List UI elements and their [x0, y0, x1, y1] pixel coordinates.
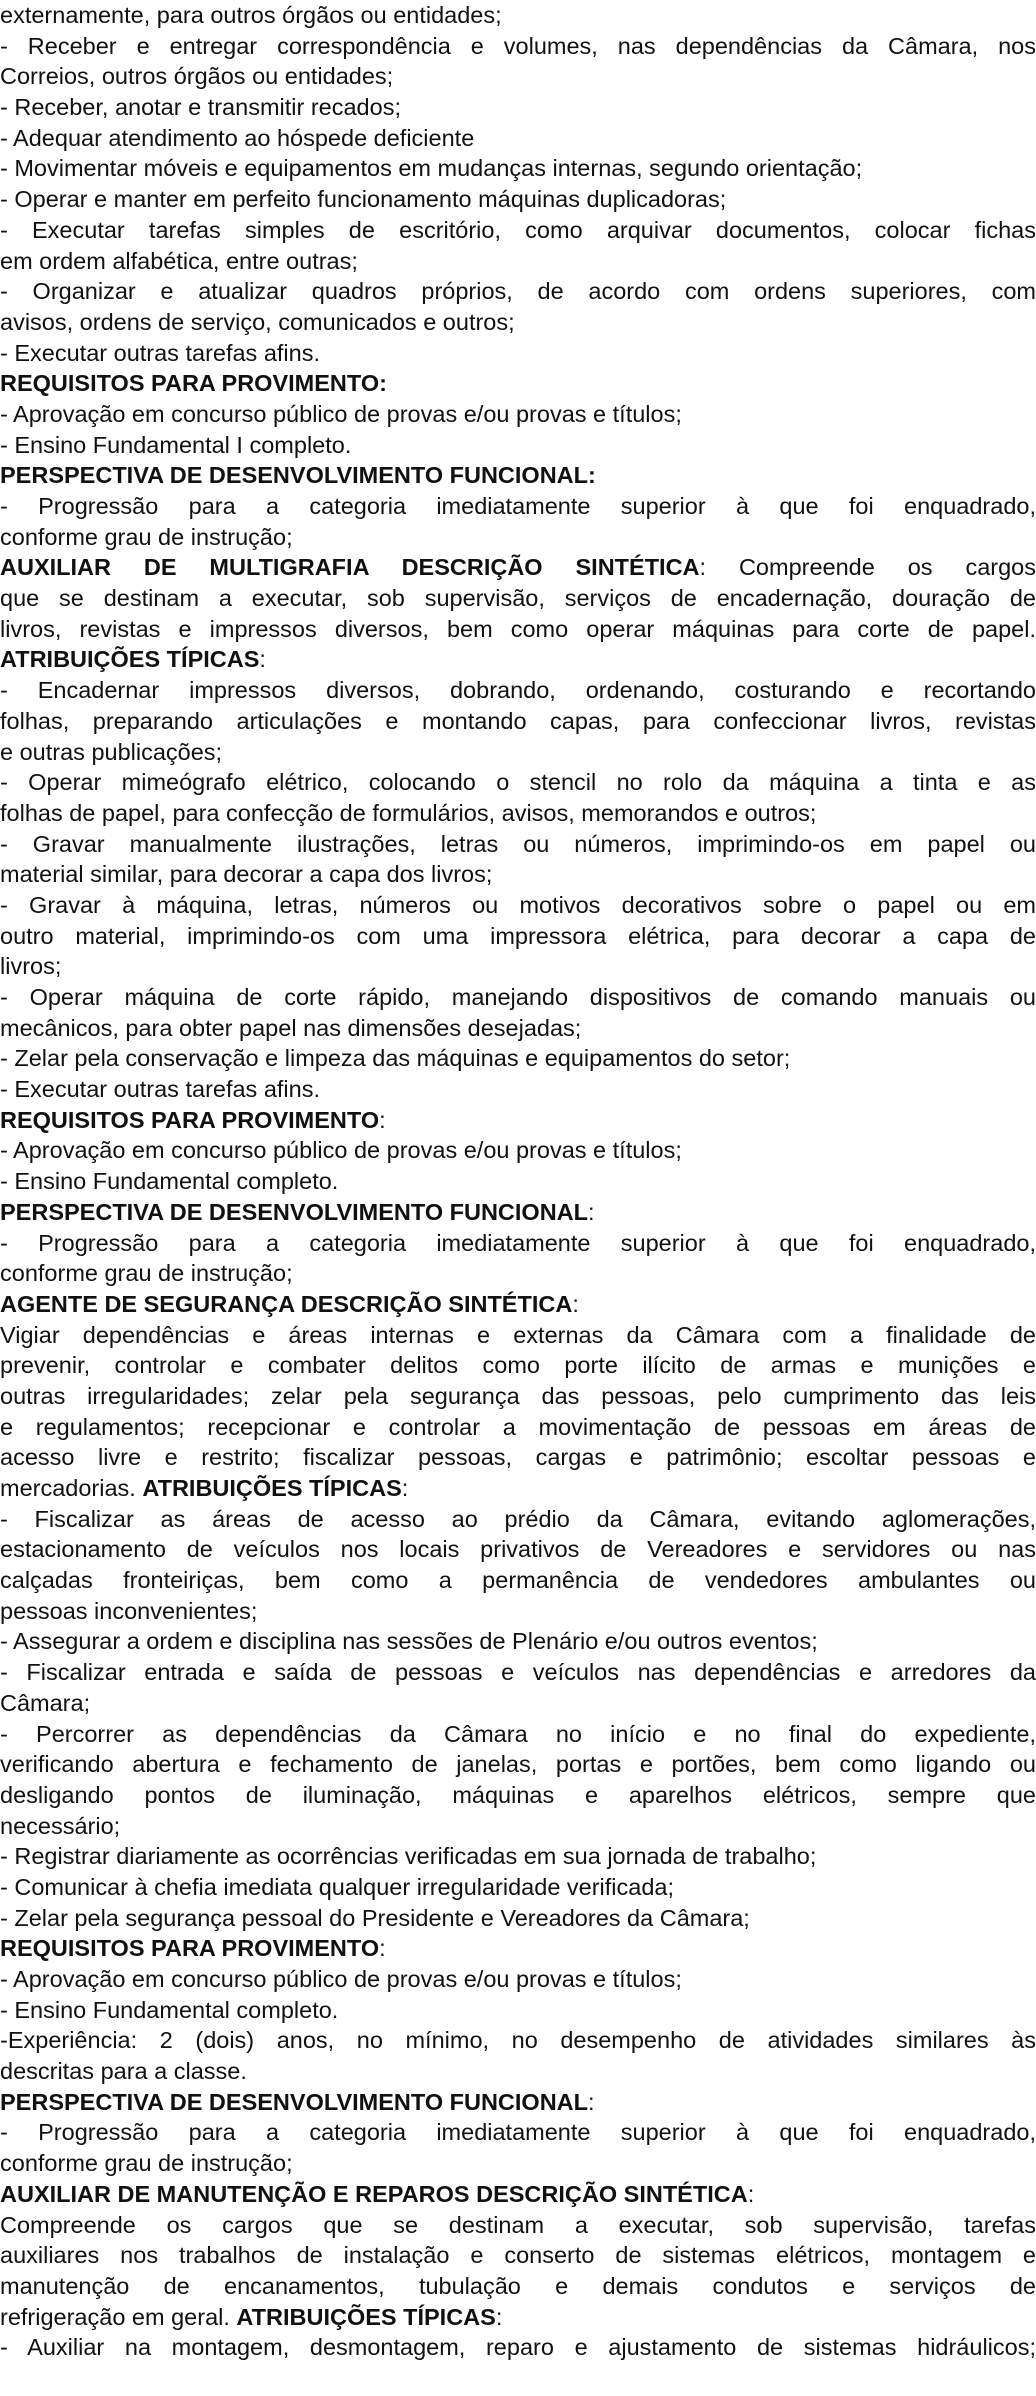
- line-text: outro material, imprimindo-os com uma impressora elétrica, para decorar a capa de: [0, 922, 1036, 949]
- line-text: conforme grau de instrução;: [0, 1260, 293, 1287]
- line-text: conforme grau de instrução;: [0, 2150, 293, 2177]
- section-heading: PERSPECTIVA DE DESENVOLVIMENTO FUNCIONAL: [0, 1198, 588, 1225]
- line-text: refrigeração em geral.: [0, 2303, 237, 2330]
- line-text: : Compreende os cargos: [699, 554, 1036, 581]
- line-text: :: [495, 2303, 503, 2330]
- line-text: - Assegurar a ordem e disciplina nas sessões de Plenário e/ou outros eventos;: [0, 1628, 818, 1655]
- text-line: [0, 460, 1036, 491]
- line-text: :: [379, 1935, 386, 1962]
- section-heading: AGENTE DE SEGURANÇA DESCRIÇÃO SINTÉTICA: [0, 1290, 573, 1317]
- line-text: - Zelar pela segurança pessoal do Presidente e Vereadores da Câmara;: [0, 1904, 750, 1931]
- line-text: Vigiar dependências e áreas internas e externas da Câmara com a finalidade de: [0, 1321, 1036, 1348]
- text-line: [0, 31, 1036, 62]
- line-text: - Registrar diariamente as ocorrências verificadas em sua jornada de trabalho;: [0, 1843, 817, 1870]
- line-text: :: [401, 1475, 409, 1501]
- text-line: [0, 1811, 1036, 1842]
- line-text: - Operar mimeógrafo elétrico, colocando o stencil no rolo da máquina a tinta e as: [0, 769, 1036, 796]
- text-line: [0, 1228, 1036, 1259]
- line-text: - Ensino Fundamental completo.: [0, 1168, 339, 1195]
- text-line: [0, 153, 1036, 184]
- line-text: descritas para a classe.: [0, 2058, 247, 2085]
- text-line: [0, 430, 1036, 461]
- text-line: [0, 1657, 1036, 1688]
- text-line: [0, 921, 1036, 952]
- text-line: [0, 1197, 1036, 1228]
- line-text: acesso livre e restrito; fiscalizar pessoas, cargas e patrimônio; escoltar pessoas e: [0, 1444, 1036, 1471]
- text-line: [0, 1442, 1036, 1473]
- text-line: [0, 1350, 1036, 1381]
- line-text: - Operar e manter em perfeito funcionamento máquinas duplicadoras;: [0, 186, 727, 213]
- line-text: Compreende os cargos que se destinam a executar, sob supervisão, tarefas: [0, 2211, 1036, 2238]
- text-line: [0, 2332, 1036, 2363]
- line-text: - Aprovação em concurso público de provas e/ou provas e títulos;: [0, 400, 682, 427]
- line-text: - Executar outras tarefas afins.: [0, 1076, 321, 1103]
- line-text: - Receber, anotar e transmitir recados;: [0, 94, 401, 121]
- line-text: :: [588, 1198, 595, 1225]
- text-line: [0, 1626, 1036, 1657]
- line-text: - Gravar manualmente ilustrações, letras ou números, imprimindo-os em papel ou: [0, 830, 1036, 857]
- line-text: - Ensino Fundamental I completo.: [0, 431, 352, 458]
- line-text: externamente, para outros órgãos ou entidades;: [0, 2, 502, 28]
- line-text: - Adequar atendimento ao hóspede deficiente: [0, 124, 475, 151]
- text-line: [0, 1258, 1036, 1289]
- section-heading: ATRIBUIÇÕES TÍPICAS: [0, 646, 260, 673]
- line-text: - Fiscalizar as áreas de acesso ao prédio da Câmara, evitando aglomerações,: [0, 1505, 1036, 1532]
- text-line: [0, 2087, 1036, 2118]
- line-text: em ordem alfabética, entre outras;: [0, 247, 358, 274]
- section-heading: PERSPECTIVA DE DESENVOLVIMENTO FUNCIONAL: [0, 2088, 588, 2115]
- line-text: folhas de papel, para confecção de formulários, avisos, memorandos e outros;: [0, 799, 817, 826]
- text-line: [0, 1565, 1036, 1596]
- text-line: [0, 1841, 1036, 1872]
- text-line: [0, 614, 1036, 645]
- text-line: [0, 491, 1036, 522]
- line-text: - Executar outras tarefas afins.: [0, 339, 321, 366]
- line-text: - Encadernar impressos diversos, dobrando, ordenando, costurando e recortando: [0, 677, 1036, 704]
- text-line: [0, 1135, 1036, 1166]
- text-line: [0, 2179, 1036, 2210]
- line-text: calçadas fronteiriças, bem como a permanência de vendedores ambulantes ou: [0, 1567, 1036, 1594]
- text-line: [0, 1933, 1036, 1964]
- text-line: [0, 1381, 1036, 1412]
- text-line: [0, 522, 1036, 553]
- text-line: [0, 1995, 1036, 2026]
- text-line: [0, 1166, 1036, 1197]
- line-text: - Organizar e atualizar quadros próprios, de acordo com ordens superiores, com: [0, 278, 1036, 305]
- text-line: [0, 246, 1036, 277]
- text-line: [0, 92, 1036, 123]
- line-text: :: [259, 646, 266, 673]
- line-text: outras irregularidades; zelar pela segurança das pessoas, pelo cumprimento das leis: [0, 1382, 1036, 1409]
- text-line: [0, 1473, 1036, 1504]
- text-line: [0, 706, 1036, 737]
- text-line: [0, 552, 1036, 583]
- text-line: [0, 982, 1036, 1013]
- section-heading: ATRIBUIÇÕES TÍPICAS: [236, 2303, 496, 2330]
- line-text: e outras publicações;: [0, 738, 223, 765]
- text-line: [0, 2210, 1036, 2241]
- text-line: [0, 1074, 1036, 1105]
- line-text: - Progressão para a categoria imediatamente superior à que foi enquadrado,: [0, 1229, 1036, 1256]
- text-line: [0, 1289, 1036, 1320]
- line-text: mercadorias.: [0, 1475, 143, 1501]
- line-text: - Executar tarefas simples de escritório, como arquivar documentos, colocar fichas: [0, 216, 1036, 243]
- text-line: [0, 2025, 1036, 2056]
- text-line: [0, 890, 1036, 921]
- text-line: [0, 276, 1036, 307]
- text-line: [0, 737, 1036, 768]
- line-text: - Progressão para a categoria imediatamente superior à que foi enquadrado,: [0, 2119, 1036, 2146]
- line-text: Câmara;: [0, 1689, 91, 1716]
- line-text: estacionamento de veículos nos locais privativos de Vereadores e servidores ou nas: [0, 1536, 1036, 1563]
- text-line: [0, 215, 1036, 246]
- line-text: -Experiência: 2 (dois) anos, no mínimo, no desempenho de atividades similares às: [0, 2027, 1036, 2054]
- text-line: [0, 1105, 1036, 1136]
- text-line: [0, 2117, 1036, 2148]
- line-text: manutenção de encanamentos, tubulação e demais condutos e serviços de: [0, 2272, 1036, 2299]
- line-text: prevenir, controlar e combater delitos como porte ilícito de armas e munições e: [0, 1352, 1036, 1379]
- line-text: livros;: [0, 953, 62, 980]
- text-line: [0, 675, 1036, 706]
- line-text: - Fiscalizar entrada e saída de pessoas e veículos nas dependências e arredores da: [0, 1659, 1036, 1686]
- line-text: - Receber e entregar correspondência e volumes, nas dependências da Câmara, nos: [0, 32, 1036, 59]
- text-line: [0, 2302, 1036, 2333]
- line-text: livros, revistas e impressos diversos, bem como operar máquinas para corte de papel.: [0, 615, 1036, 642]
- text-line: [0, 1780, 1036, 1811]
- text-line: [0, 184, 1036, 215]
- line-text: material similar, para decorar a capa dos livros;: [0, 861, 493, 888]
- section-heading: REQUISITOS PARA PROVIMENTO:: [0, 370, 387, 397]
- text-line: [0, 1719, 1036, 1750]
- line-text: - Ensino Fundamental completo.: [0, 1996, 339, 2023]
- text-line: [0, 951, 1036, 982]
- line-text: - Zelar pela conservação e limpeza das máquinas e equipamentos do setor;: [0, 1045, 791, 1072]
- text-line: [0, 1534, 1036, 1565]
- text-line: [0, 1903, 1036, 1934]
- line-text: - Gravar à máquina, letras, números ou motivos decorativos sobre o papel ou em: [0, 891, 1036, 918]
- line-text: :: [588, 2088, 595, 2115]
- line-text: necessário;: [0, 1812, 121, 1839]
- line-text: :: [572, 1290, 579, 1317]
- section-heading: AUXILIAR DE MULTIGRAFIA DESCRIÇÃO SINTÉTICA: [0, 554, 700, 581]
- line-text: mecânicos, para obter papel nas dimensões desejadas;: [0, 1014, 582, 1041]
- line-text: desligando pontos de iluminação, máquinas e aparelhos elétricos, sempre que: [0, 1781, 1036, 1808]
- line-text: - Movimentar móveis e equipamentos em mudanças internas, segundo orientação;: [0, 155, 863, 182]
- text-line: [0, 1013, 1036, 1044]
- text-line: [0, 829, 1036, 860]
- text-line: [0, 1504, 1036, 1535]
- line-text: - Progressão para a categoria imediatamente superior à que foi enquadrado,: [0, 493, 1036, 519]
- text-line: [0, 1596, 1036, 1627]
- text-line: [0, 1872, 1036, 1903]
- line-text: e regulamentos; recepcionar e controlar a movimentação de pessoas em áreas de: [0, 1413, 1036, 1440]
- line-text: verificando abertura e fechamento de janelas, portas e portões, bem como ligando ou: [0, 1751, 1036, 1778]
- section-heading: PERSPECTIVA DE DESENVOLVIMENTO FUNCIONAL:: [0, 462, 596, 489]
- section-heading: REQUISITOS PARA PROVIMENTO: [0, 1106, 380, 1133]
- text-line: [0, 583, 1036, 614]
- text-line: [0, 123, 1036, 154]
- text-line: [0, 338, 1036, 369]
- line-text: folhas, preparando articulações e montando capas, para confeccionar livros, revistas: [0, 707, 1036, 734]
- text-line: [0, 2148, 1036, 2179]
- line-text: - Aprovação em concurso público de provas e/ou provas e títulos;: [0, 1966, 682, 1992]
- line-text: pessoas inconvenientes;: [0, 1597, 258, 1624]
- text-line: [0, 1749, 1036, 1780]
- text-line: [0, 368, 1036, 399]
- text-line: [0, 644, 1036, 675]
- text-line: [0, 1964, 1036, 1995]
- text-line: [0, 61, 1036, 92]
- text-line: [0, 399, 1036, 430]
- text-line: [0, 767, 1036, 798]
- text-line: [0, 307, 1036, 338]
- line-text: conforme grau de instrução;: [0, 523, 293, 550]
- section-heading: REQUISITOS PARA PROVIMENTO: [0, 1935, 380, 1962]
- line-text: - Auxiliar na montagem, desmontagem, reparo e ajustamento de sistemas hidráulicos;: [0, 2334, 1036, 2361]
- text-line: [0, 1412, 1036, 1443]
- line-text: avisos, ordens de serviço, comunicados e outros;: [0, 308, 515, 335]
- line-text: - Aprovação em concurso público de provas e/ou provas e títulos;: [0, 1137, 682, 1164]
- text-line: [0, 2240, 1036, 2271]
- line-text: - Operar máquina de corte rápido, manejando dispositivos de comando manuais ou: [0, 984, 1036, 1010]
- line-text: - Comunicar à chefia imediata qualquer irregularidade verificada;: [0, 1873, 675, 1900]
- line-text: - Percorrer as dependências da Câmara no início e no final do expediente,: [0, 1720, 1036, 1747]
- section-heading: ATRIBUIÇÕES TÍPICAS: [142, 1475, 402, 1501]
- line-text: Correios, outros órgãos ou entidades;: [0, 63, 394, 90]
- text-line: [0, 1320, 1036, 1351]
- section-heading: AUXILIAR DE MANUTENÇÃO E REPAROS DESCRIÇÃO SINTÉTICA: [0, 2180, 748, 2207]
- line-text: que se destinam a executar, sob supervisão, serviços de encadernação, douração de: [0, 585, 1036, 612]
- text-line: [0, 798, 1036, 829]
- line-text: :: [747, 2180, 755, 2207]
- text-line: [0, 2056, 1036, 2087]
- line-text: auxiliares nos trabalhos de instalação e conserto de sistemas elétricos, montagem e: [0, 2242, 1036, 2269]
- text-line: [0, 1688, 1036, 1719]
- text-line: [0, 859, 1036, 890]
- text-line: [0, 2271, 1036, 2302]
- text-line: [0, 0, 1036, 31]
- line-text: :: [379, 1106, 386, 1133]
- text-line: [0, 1043, 1036, 1074]
